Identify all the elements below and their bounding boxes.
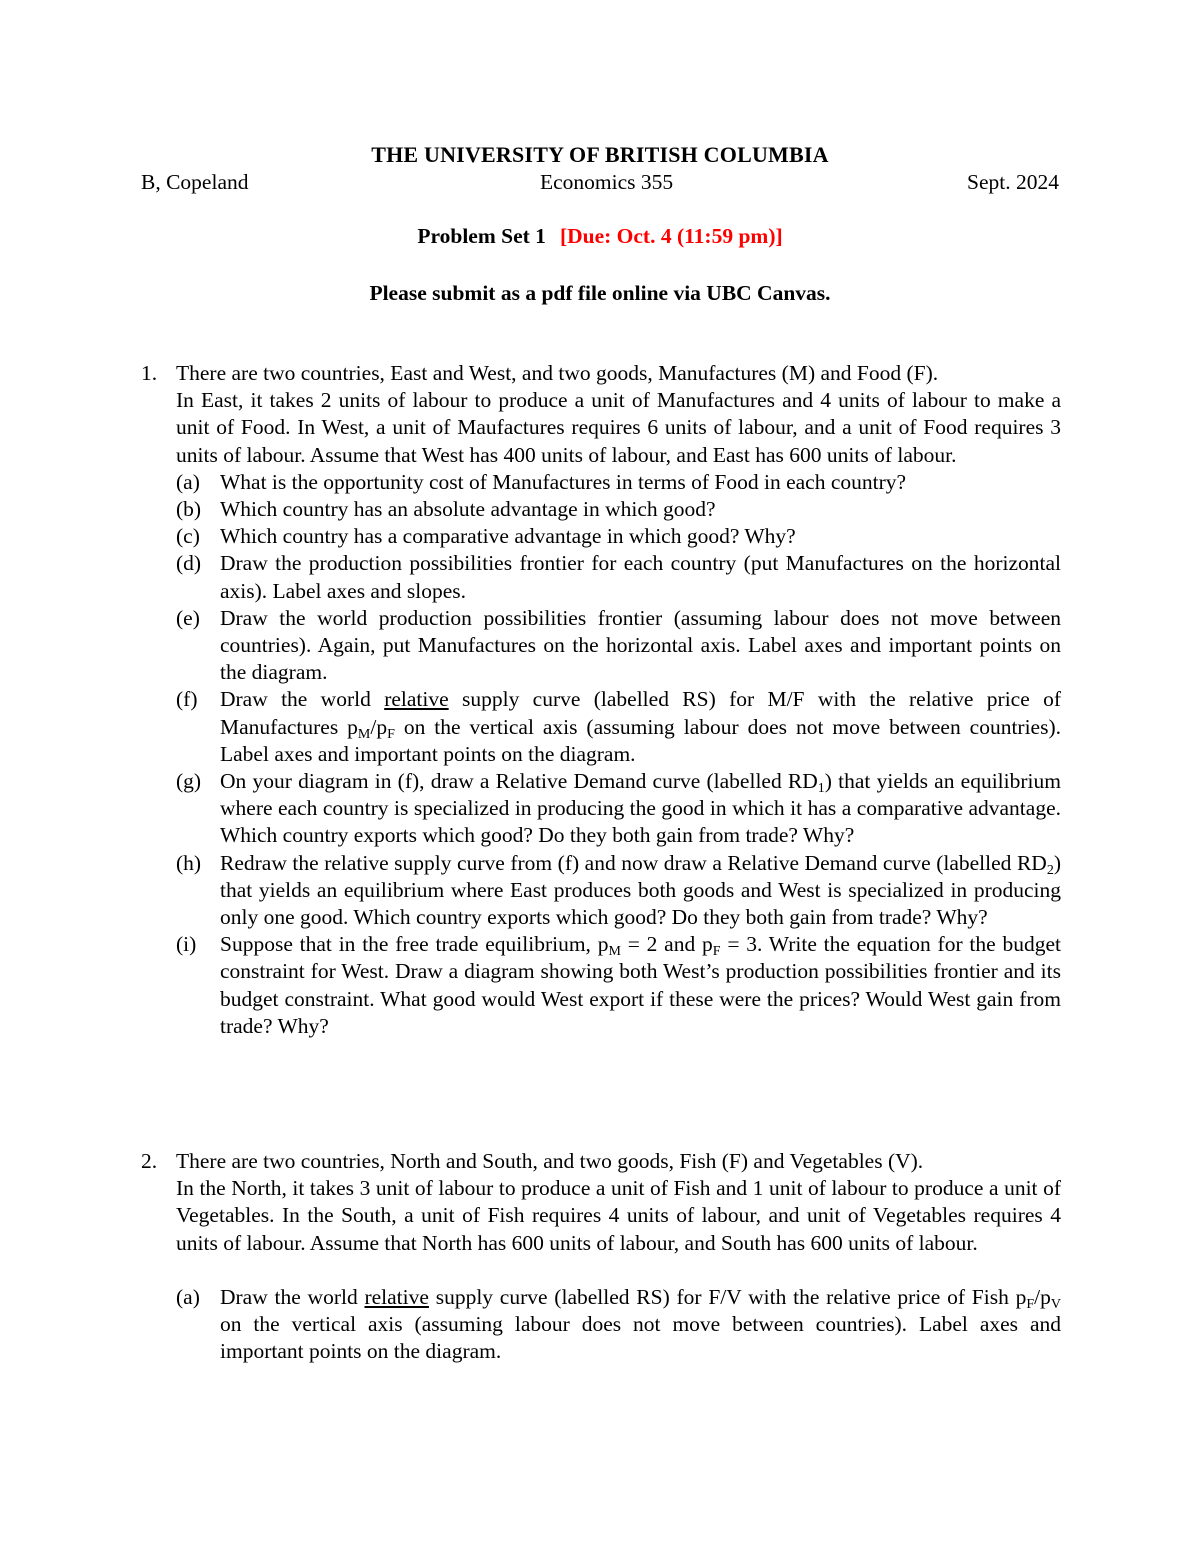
subscript: V [1050,1296,1061,1312]
question-intro [176,360,1061,469]
subquestion-label: (i) [176,932,197,957]
underlined-word: relative [384,687,449,712]
subquestion-text: on the vertical axis (assuming labour does not move between countries). Label axes and important points on the diagram. [220,714,1061,766]
subquestion-d [176,550,1061,604]
subquestion-list [176,1284,1061,1366]
question-2 [141,1148,1061,1365]
question-intro-text: In East, it takes 2 units of labour to produce a unit of Manufactures and 4 units of labour to make a unit of Food. In West, a unit of Maufactures requires 6 units of labour, and a unit of Food requires 3 units of labour. Assume that West has 400 units of labour, and East has 600 units of labour. [176,388,1061,467]
subquestion-label: (f) [176,687,198,712]
subquestion-label: (h) [176,850,202,875]
term-date: Sept. 2024 [967,170,1059,194]
subquestion-f [176,686,1061,768]
subquestion-text: Redraw the relative supply curve from (f) and now draw a Relative Demand curve (labelled RD [220,850,1047,875]
subquestion-text: Which country has an absolute advantage in which good? [220,497,716,522]
subscript: M [357,726,371,742]
question-number: 1. [141,361,158,385]
subquestion-text: What is the opportunity cost of Manufactures in terms of Food in each country? [220,469,907,494]
subquestion-label: (e) [176,605,200,630]
subquestion-list [176,469,1061,1040]
subquestion-text: supply curve (labelled RS) for M/F with the relative price of Manufactures p [220,687,1061,739]
submission-note: Please submit as a pdf file online via UBC Canvas. [369,281,831,305]
subquestion-text: on the vertical axis (assuming labour does not move between countries). Label axes and important points on the diagram. [220,1312,1061,1364]
subquestion-b [176,496,1061,523]
university-title: THE UNIVERSITY OF BRITISH COLUMBIA [371,142,829,167]
subquestion-label: (a) [176,1284,200,1309]
subquestion-text: Which country has a comparative advantage in which good? Why? [220,524,796,549]
subquestion-text: ) that yields an equilibrium where each country is specialized in producing the good in which it has a comparative advantage. Which country exports which good? Do they both gain from trade? Why? [220,769,1061,848]
subquestion-e [176,605,1061,687]
subscript: M [608,944,621,960]
subquestion-text: Draw the production possibilities frontier for each country (put Manufactures on the horizontal axis). Label axes and slopes. [220,551,1061,603]
subquestion-text: Draw the world production possibilities frontier (assuming labour does not move between countries). Again, put Manufactures on the horizontal axis. Label axes and important points on the diagram. [220,605,1061,685]
question-number: 2. [141,1149,158,1173]
subscript: 2 [1046,862,1054,878]
subquestion-label: (d) [176,551,202,576]
subscript: 1 [817,781,825,797]
subquestion-label: (g) [176,769,202,794]
subquestion-text: /p [370,714,388,739]
subquestion-g [176,768,1061,850]
subquestion-text: On your diagram in (f), draw a Relative Demand curve (labelled RD [220,769,818,794]
subquestion-text: Suppose that in the free trade equilibrium, p [220,932,609,957]
subquestion-text: Draw the world [220,1284,365,1309]
subquestion-text: = 2 and p [620,932,713,957]
subquestion-c [176,523,1061,550]
question-intro [176,1148,1061,1257]
subquestion-text: Draw the world [220,687,385,712]
instructor-name: B, Copeland [141,170,249,194]
subscript: F [1026,1296,1035,1312]
subquestion-label: (b) [176,497,202,522]
subscript: F [387,726,395,742]
subquestion-text: = 3. Write the equation for the budget constraint for West. Draw a diagram showing both West’s production possibilities frontier and its budget constraint. What good would West export if these were the prices? Would West gain from trade? Why? [220,932,1061,1038]
subquestion-a [176,1284,1061,1366]
question-intro-text: In the North, it takes 3 unit of labour to produce a unit of Fish and 1 unit of labour to produce a unit of Vegetables. In the South, a unit of Fish requires 4 units of labour, and unit of Vegetables requires 4 units of labour. Assume that North has 600 units of labour, and South has 600 units of labour. [176,1176,1061,1255]
subquestion-text: ) that yields an equilibrium where East produces both goods and West is specialized in producing only one good. Which country exports which good? Do they both gain from trade? Why? [220,850,1061,930]
problem-set-title: Problem Set 1 [417,224,546,248]
subquestion-i [176,931,1061,1040]
question-intro-line: There are two countries, North and South, and two goods, Fish (F) and Vegetables (V). [176,1149,924,1173]
underlined-word: relative [364,1284,429,1309]
subquestion-text: /p [1034,1284,1051,1309]
subquestion-a [176,469,1061,496]
subquestion-label: (c) [176,524,200,549]
subquestion-text: supply curve (labelled RS) for F/V with the relative price of Fish p [428,1284,1027,1309]
subscript: F [712,944,721,960]
subquestion-label: (a) [176,469,200,494]
subquestion-h [176,850,1061,932]
problem-set-heading [0,224,1200,249]
course-name: Economics 355 [540,170,674,194]
question-intro-line: There are two countries, East and West, and two goods, Manufactures (M) and Food (F). [176,361,939,385]
question-1 [141,360,1061,1040]
due-date: [Due: Oct. 4 (11:59 pm)] [559,224,783,248]
